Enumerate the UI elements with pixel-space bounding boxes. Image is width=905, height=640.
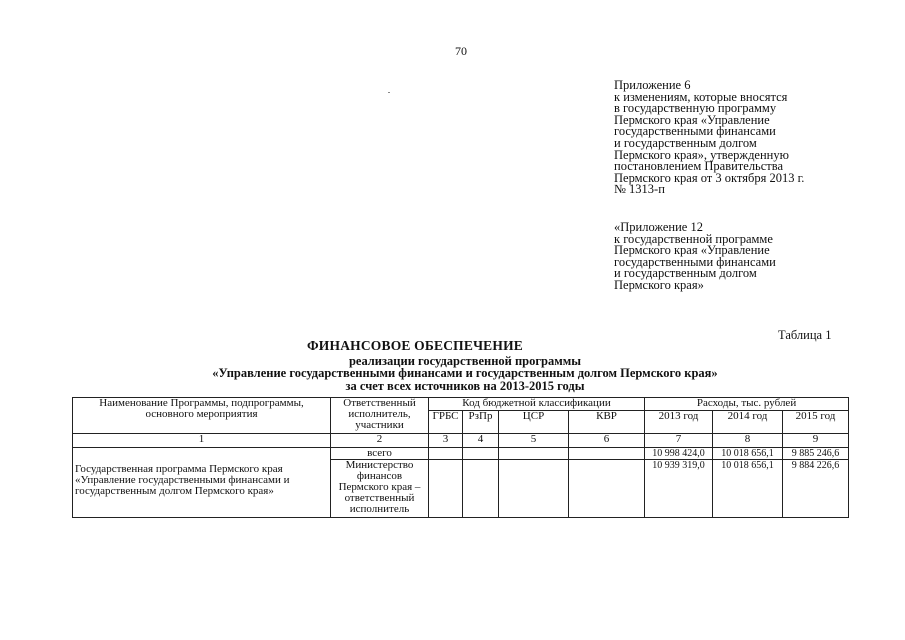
title-line-2: «Управление государственными финансами и государственным долгом Пермского края» xyxy=(212,366,718,380)
page-number: 70 xyxy=(455,44,467,58)
header-grbs: ГРБС xyxy=(429,411,463,434)
rzpr-cell xyxy=(463,460,499,518)
appendix-a-line: Пермского края», утвержденную xyxy=(614,147,789,162)
table-header-row xyxy=(73,398,849,411)
appendix-a-line: к изменениям, которые вносятся xyxy=(614,89,788,104)
column-number: 2 xyxy=(331,434,429,448)
title-line-1: реализации государственной программы xyxy=(348,353,582,368)
table-number: Таблица 1 xyxy=(778,328,832,342)
header-csr: ЦСР xyxy=(499,411,569,434)
column-number: 3 xyxy=(429,434,463,448)
appendix-a-line: в государственную программу xyxy=(614,101,777,116)
grbs-cell xyxy=(429,460,463,518)
header-kvr: КВР xyxy=(569,411,645,434)
header-executor: Ответственный исполнитель, участники xyxy=(331,398,429,434)
column-number: 6 xyxy=(569,434,645,448)
value-2013-cell: 10 939 319,0 xyxy=(645,460,713,518)
appendix-a-line: государственными финансами xyxy=(614,124,776,139)
header-expenses: Расходы, тыс. рублей xyxy=(645,398,849,411)
appendix-b-line: государственными финансами xyxy=(614,254,776,269)
finance-table-container xyxy=(72,397,848,547)
header-budget-code: Код бюджетной классификации xyxy=(429,398,645,411)
appendix-6-note xyxy=(614,80,804,196)
finance-table xyxy=(72,397,849,518)
column-number: 1 xyxy=(73,434,331,448)
csr-cell xyxy=(499,448,569,460)
kvr-cell xyxy=(569,460,645,518)
executor-cell: Министерство финансов Пермского края – ответственный исполнитель xyxy=(331,460,429,518)
table-row xyxy=(73,448,849,460)
scan-artifact xyxy=(388,92,390,93)
document-title xyxy=(120,340,810,392)
column-number-row xyxy=(73,434,849,448)
title-main: ФИНАНСОВОЕ ОБЕСПЕЧЕНИЕ xyxy=(307,338,523,353)
appendix-a-line: Пермского края от 3 октября 2013 г. xyxy=(614,170,805,185)
column-number: 5 xyxy=(499,434,569,448)
column-number: 4 xyxy=(463,434,499,448)
header-2014: 2014 год xyxy=(713,411,783,434)
value-2015-cell: 9 884 226,6 xyxy=(783,460,849,518)
appendix-b-line: Пермского края «Управление xyxy=(614,243,770,258)
title-line-3: за счет всех источников на 2013-2015 годы xyxy=(345,378,585,393)
appendix-a-line: и государственным долгом xyxy=(614,135,757,150)
program-name-cell: Государственная программа Пермского края «Управление государственными финансами и государственным долгом Пермского края» xyxy=(73,448,331,518)
value-2015-cell: 9 885 246,6 xyxy=(783,448,849,460)
appendix-a-line: постановлением Правительства xyxy=(614,159,784,174)
appendix-b-line: к государственной программе xyxy=(614,231,773,246)
header-2015: 2015 год xyxy=(783,411,849,434)
csr-cell xyxy=(499,460,569,518)
header-rzpr: РзПр xyxy=(463,411,499,434)
appendix-a-line: Пермского края «Управление xyxy=(614,112,770,127)
executor-cell: всего xyxy=(331,448,429,460)
appendix-b-line: и государственным долгом xyxy=(614,266,757,281)
column-number: 8 xyxy=(713,434,783,448)
value-2014-cell: 10 018 656,1 xyxy=(713,460,783,518)
grbs-cell xyxy=(429,448,463,460)
kvr-cell xyxy=(569,448,645,460)
rzpr-cell xyxy=(463,448,499,460)
value-2014-cell: 10 018 656,1 xyxy=(713,448,783,460)
appendix-a-line: Приложение 6 xyxy=(614,78,691,92)
appendix-b-line: «Приложение 12 xyxy=(614,220,703,234)
appendix-a-line: № 1313-п xyxy=(614,182,665,197)
column-number: 7 xyxy=(645,434,713,448)
header-2013: 2013 год xyxy=(645,411,713,434)
value-2013-cell: 10 998 424,0 xyxy=(645,448,713,460)
appendix-b-line: Пермского края» xyxy=(614,277,704,292)
column-number: 9 xyxy=(783,434,849,448)
header-name: Наименование Программы, подпрограммы, основного мероприятия xyxy=(73,398,331,434)
appendix-12-note xyxy=(614,222,776,292)
